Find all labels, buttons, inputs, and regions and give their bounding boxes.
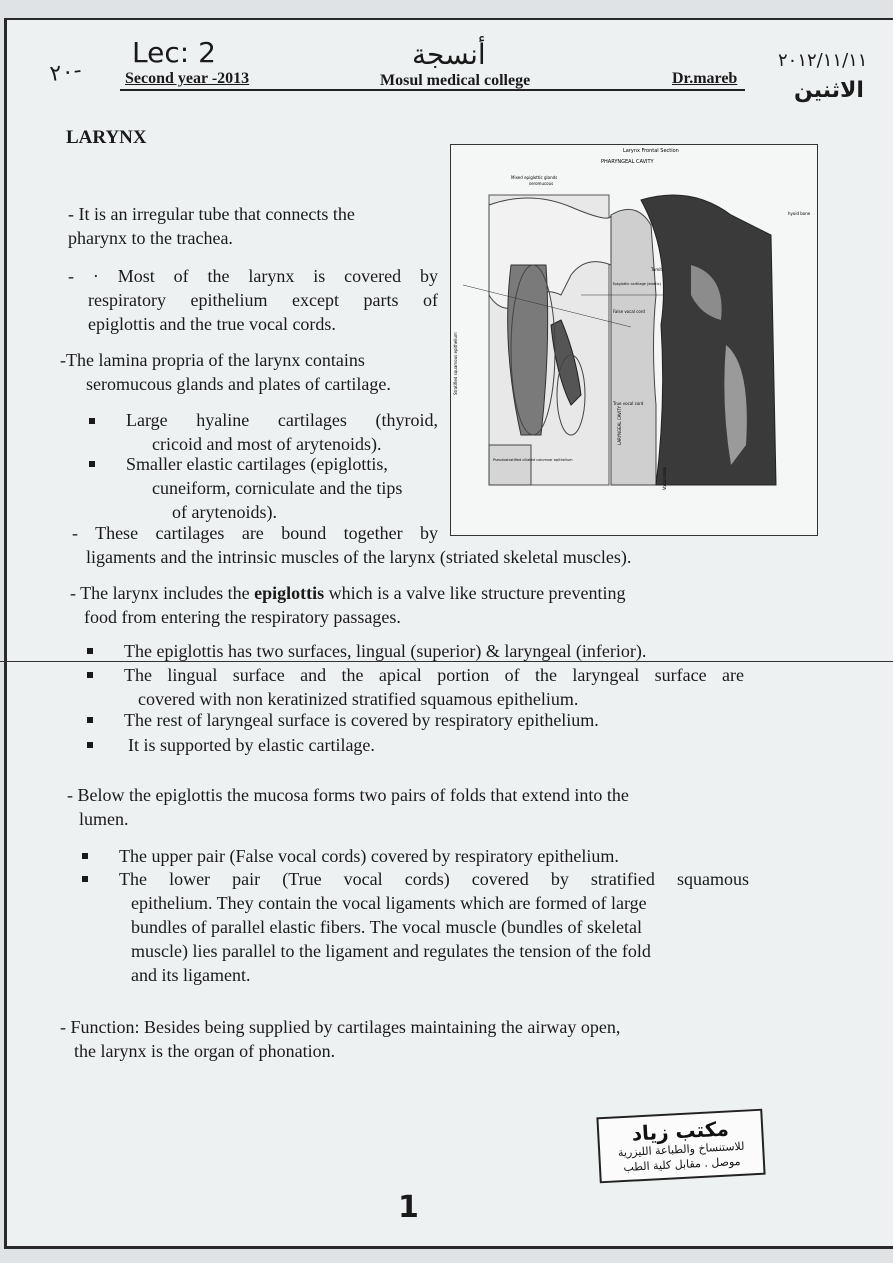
page-title: LARYNX xyxy=(66,127,147,148)
p6-line-2: lumen. xyxy=(79,809,129,829)
paragraph-3 xyxy=(60,348,438,396)
p3-line-2: seromucous glands and plates of cartilage. xyxy=(86,374,391,394)
p1-line-2: pharynx to the trachea. xyxy=(68,228,233,248)
p4-line-1: - These cartilages are bound together by xyxy=(72,523,438,543)
b8-line-5: and its ligament. xyxy=(131,965,251,985)
hyoid-label: hyoid bone xyxy=(788,211,811,216)
bullet-elastic xyxy=(126,452,438,524)
b4-line-2: covered with non keratinized stratified squamous epithelium. xyxy=(138,689,579,709)
author-name: Dr.mareb xyxy=(672,70,738,87)
paragraph-5 xyxy=(70,581,750,629)
stamp-line-3: موصل . مقابل كلية الطب xyxy=(623,1154,741,1175)
cavity-label: PHARYNGEAL CAVITY xyxy=(601,159,654,165)
tumor-label: Tumit xyxy=(651,267,662,272)
stamp-line-2: للاستنساخ والطباعة الليزرية xyxy=(617,1139,745,1160)
b2-line-1: Smaller elastic cartilages (epiglottis, xyxy=(126,454,388,474)
b4-line-1: The lingual surface and the apical portion of the laryngeal surface are xyxy=(124,665,744,685)
pseudostratified-label: Pseudostratified ciliated columnar epithelium xyxy=(493,458,573,462)
b5-line-1: The rest of laryngeal surface is covered by respiratory epithelium. xyxy=(124,710,599,730)
bullet-icon xyxy=(87,742,93,748)
bullet-icon xyxy=(87,648,93,654)
epiglottic-cartilage-label: Epiglottic cartilage (elastic) xyxy=(613,282,662,286)
b2-line-2: cuneiform, corniculate and the tips xyxy=(152,478,403,498)
b1-line-1: Large hyaline cartilages (thyroid, xyxy=(126,410,438,430)
paragraph-2 xyxy=(68,264,438,336)
paragraph-4 xyxy=(72,521,792,569)
margin-number: ٢٠- xyxy=(48,57,84,88)
bullet-icon xyxy=(82,853,88,859)
bullet-icon xyxy=(87,672,93,678)
bullet-icon xyxy=(89,418,95,424)
false-cord-label: False vocal cord xyxy=(613,309,645,314)
b8-line-3: bundles of parallel elastic fibers. The vocal muscle (bundles of skeletal xyxy=(131,917,642,937)
larynx-illustration xyxy=(451,145,817,535)
stamp-line-1: مكتب زياد xyxy=(631,1116,730,1146)
bullet-upper-pair xyxy=(119,844,749,868)
paragraph-1 xyxy=(68,202,438,250)
bullet-epiglottis-surfaces xyxy=(124,639,744,663)
bullet-elastic-support xyxy=(128,733,748,757)
p7-line-2: the larynx is the organ of phonation. xyxy=(74,1041,336,1061)
larynx-figure xyxy=(450,144,818,536)
bullet-icon xyxy=(82,876,88,882)
p5-text-a: - The larynx includes the xyxy=(70,583,250,603)
p2-line-2: respiratory epithelium except parts of xyxy=(88,290,438,310)
b3-line-1: The epiglottis has two surfaces, lingual (superior) & laryngeal (inferior). xyxy=(124,641,647,661)
bullet-lingual-surface xyxy=(124,663,744,711)
p4-line-2: ligaments and the intrinsic muscles of the larynx (striated skeletal muscles). xyxy=(86,547,632,567)
bullet-laryngeal-rest xyxy=(124,708,744,732)
p1-line-1: - It is an irregular tube that connects the xyxy=(68,204,355,224)
course-year: Second year -2013 xyxy=(125,70,250,87)
stratified-label: Stratified squamous epithelium xyxy=(453,332,458,395)
p3-line-1: -The lamina propria of the larynx contains xyxy=(60,350,365,370)
bullet-hyaline xyxy=(126,408,438,456)
b7-line-1: The upper pair (False vocal cords) covered by respiratory epithelium. xyxy=(119,846,619,866)
vocal-cords-label: Vocal cords xyxy=(662,467,667,490)
header-divider xyxy=(120,89,745,91)
b1-line-2: cricoid and most of arytenoids). xyxy=(152,434,382,454)
handwritten-weekday: الاثنين xyxy=(794,78,864,103)
print-shop-stamp xyxy=(596,1109,765,1184)
laryngeal-cavity-label: LARYNGEAL CAVITY xyxy=(617,406,622,445)
bullet-icon xyxy=(87,717,93,723)
p7-line-1: - Function: Besides being supplied by cartilages maintaining the airway open, xyxy=(60,1017,621,1037)
handwritten-date: ٢٠١٢/١١/١١ xyxy=(778,50,868,71)
glands-label: Mixed epiglottic glands xyxy=(511,175,558,180)
b2-line-3: of arytenoids). xyxy=(172,502,277,522)
p5-text-c: which is a valve like structure preventing xyxy=(328,583,626,603)
seromucous-label: seromucous xyxy=(529,181,554,186)
b8-line-2: epithelium. They contain the vocal ligaments which are formed of large xyxy=(131,893,647,913)
p5-line-2: food from entering the respiratory passages. xyxy=(84,607,401,627)
bullet-lower-pair xyxy=(119,867,749,987)
paragraph-6 xyxy=(67,783,751,831)
lecture-number: Lec: 2 xyxy=(132,36,216,69)
b8-line-1: The lower pair (True vocal cords) covered by stratified squamous xyxy=(119,869,749,889)
horizontal-divider xyxy=(0,661,893,662)
page-number: 1 xyxy=(398,1190,419,1225)
true-cord-label: True vocal cord xyxy=(613,401,644,406)
b8-line-4: muscle) lies parallel to the ligament and regulates the tension of the fold xyxy=(131,941,651,961)
p5-line-1 xyxy=(70,581,750,605)
college-name: Mosul medical college xyxy=(380,72,531,89)
p2-line-3: epiglottis and the true vocal cords. xyxy=(88,314,336,334)
subject-title-arabic: أنسجة xyxy=(412,38,486,71)
figure-caption: Larynx Frontal Section xyxy=(623,148,679,154)
p2-line-1: - · Most of the larynx is covered by xyxy=(68,266,438,286)
p5-epiglottis-term: epiglottis xyxy=(254,583,325,603)
paragraph-7 xyxy=(60,1015,760,1063)
p6-line-1: - Below the epiglottis the mucosa forms two pairs of folds that extend into the xyxy=(67,785,629,805)
b6-line-1: It is supported by elastic cartilage. xyxy=(128,735,375,755)
bullet-icon xyxy=(89,461,95,467)
